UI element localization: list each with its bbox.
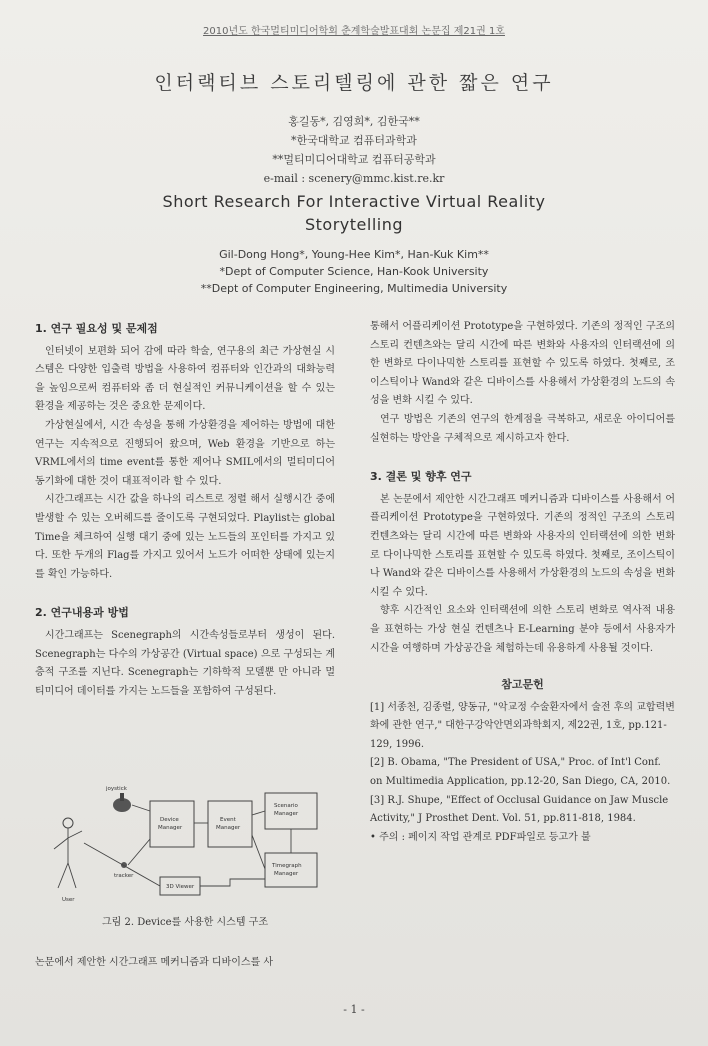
english-affiliation-1: *Dept of Computer Science, Han-Kook University bbox=[219, 265, 489, 278]
3d-viewer-label: 3D Viewer bbox=[166, 884, 195, 890]
section-3-heading: 3. 결론 및 향후 연구 bbox=[370, 470, 472, 484]
event-manager-box bbox=[208, 801, 252, 847]
continued-paragraph: 통해서 어플리케이션 Prototype을 구현하였다. 기존의 정적인 구조의 스토리 컨텐츠와는 달리 시간에 따른 변화와 사용자의 인터랙션에 의한 변화로 다이나믹한 스토리를 표현할 수 있도록 하였다. 첫째로, 조이스틱이나 Wand와 같은 디바이스를 사용해서 가상환경의 노드의 속성을 변화 시킬 수 있다. bbox=[370, 321, 675, 407]
footnote: • 주의 : 페이지 작업 관계로 PDF파일로 등고가 불 bbox=[370, 831, 591, 843]
timegraph-manager-label-1: Timegraph bbox=[272, 863, 302, 869]
user-icon bbox=[54, 818, 82, 888]
english-title-line-1: Short Research For Interactive Virtual Reality bbox=[162, 192, 546, 211]
joystick-icon bbox=[113, 793, 131, 812]
korean-author-block bbox=[0, 112, 708, 188]
section-2-heading: 2. 연구내용과 방법 bbox=[35, 606, 129, 620]
section-1-paragraph-2: 가상현실에서, 시간 속성을 통해 가상환경을 제어하는 방법에 대한 연구는 지속적으로 진행되어 왔으며, Web 환경을 기반으로 하는 VRML에서의 time event를 통한 제어나 SMIL에서의 멀티미디어 동기화에 대한 것이 대표적이라 할 수 있다. bbox=[35, 419, 335, 487]
section-3-paragraph-2: 향후 시간적인 요소와 인터랙션에 의한 스토리 변화로 역사적 내용을 표현하는 가상 현실 컨텐츠나 E-Learning 분야 등에서 사용자가 시간을 여행하며 가상공간을 체험하는데 유용하게 사용될 것이다. bbox=[370, 605, 675, 654]
author-email: e-mail : scenery@mmc.kist.re.kr bbox=[263, 172, 445, 185]
english-affiliation-2: **Dept of Computer Engineering, Multimedia University bbox=[200, 282, 508, 295]
figure-caption: 그림 2. Device를 사용한 시스템 구조 bbox=[102, 917, 268, 928]
device-manager-box bbox=[150, 801, 194, 847]
scenario-manager-label-1: Scenario bbox=[274, 803, 298, 809]
event-manager-label-2: Manager bbox=[216, 825, 241, 831]
right-column bbox=[370, 318, 675, 847]
korean-affiliation-2: **멀티미디어대학교 컴퓨터공학과 bbox=[272, 153, 436, 166]
method-paragraph: 연구 방법은 기존의 연구의 한계점을 극복하고, 새로운 아이디어를 실현하는 방안을 구체적으로 제시하고자 한다. bbox=[370, 413, 675, 444]
joystick-label: joystick bbox=[106, 786, 127, 792]
device-manager-label-2: Manager bbox=[158, 825, 183, 831]
section-2-paragraph-1: 시간그래프는 Scenegraph의 시간속성들로부터 생성이 된다. Scenegraph는 다수의 가상공간 (Virtual space) 으로 구성되는 계층적 구조를 지닌다. Scenegraph는 기하학적 모델뿐 만 아니라 멀티미디어 데이터를 가지는 노드들을 포함하여 구성된다. bbox=[35, 629, 335, 697]
korean-title: 인터랙티브 스토리텔링에 관한 짧은 연구 bbox=[154, 72, 554, 94]
timegraph-manager-label-2: Manager bbox=[274, 871, 299, 877]
user-label: User bbox=[62, 897, 75, 903]
reference-1: [1] 서종천, 김종렬, 양동규, "악교정 수술환자에서 술전 후의 교합력변화에 관한 연구," 대한구강악안면외과학회지, 제22권, 1호, pp.121-129, 1996. bbox=[370, 701, 675, 750]
english-title bbox=[0, 190, 708, 236]
section-1-paragraph-1: 인터넷이 보편화 되어 감에 따라 학술, 연구용의 최근 가상현실 시스템은 다양한 입출력 방법을 사용하여 컴퓨터와 인간과의 대화능력을 높임으로써 컴퓨터와 좀 더 현실적인 커뮤니케이션을 할 수 있는 환경을 제공하는 것은 중요한 문제이다. bbox=[35, 345, 335, 413]
tracker-label: tracker bbox=[114, 873, 134, 879]
system-architecture-diagram bbox=[40, 783, 335, 905]
device-manager-label-1: Device bbox=[160, 817, 179, 823]
references-heading: 참고문헌 bbox=[501, 678, 544, 692]
section-1-heading: 1. 연구 필요성 및 문제점 bbox=[35, 322, 158, 335]
event-manager-label-1: Event bbox=[220, 817, 236, 823]
scenario-manager-label-2: Manager bbox=[274, 811, 299, 817]
english-authors: Gil-Dong Hong*, Young-Hee Kim*, Han-Kuk Kim** bbox=[219, 248, 489, 261]
reference-3: [3] R.J. Shupe, "Effect of Occlusal Guidance on Jaw Muscle Activity," J Prosthet Dent. Vol. 51, pp.811-818, 1984. bbox=[370, 794, 669, 825]
timegraph-manager-box bbox=[265, 853, 317, 887]
page-number: - 1 - bbox=[343, 1003, 365, 1016]
korean-affiliation-1: *한국대학교 컴퓨터과학과 bbox=[291, 134, 417, 147]
reference-2: [2] B. Obama, "The President of USA," Proc. of Int'l Conf. on Multimedia Application, pp.12-20, San Diego, CA, 2010. bbox=[370, 757, 671, 788]
left-column bbox=[35, 320, 335, 701]
english-author-block bbox=[0, 246, 708, 297]
running-header: 2010년도 한국멀티미디어학회 춘계학술발표대회 논문집 제21권 1호 bbox=[203, 26, 505, 37]
section-1-paragraph-3: 시간그래프는 시간 값을 하나의 리스트로 정렬 해서 실행시간 중에 발생할 수 있는 오버헤드를 줄이도록 구현되었다. Playlist는 global Time을 체크하여 실행 대기 중에 있는 노드들의 포인터를 가지고 있다. 또한 두개의 Flag를 가지고 있어서 노드가 어떠한 상태에 있는지를 확인 가능하다. bbox=[35, 494, 335, 580]
section-3-paragraph-1: 본 논문에서 제안한 시간그래프 메커니즘과 디바이스를 사용해서 어플리케이션 Prototype을 구현하였다. 기존의 정적인 구조의 스토리 컨텐츠와는 달리 시간에 따른 변화와 사용자의 인터랙션에 의한 변화로 다이나믹한 스토리를 표현할 수 있도록 하였다. 첫째로, 조이스틱이나 Wand와 같은 디바이스를 사용해서 가상환경의 노드의 속성을 변화 시킬 수 있다. bbox=[370, 493, 675, 598]
english-title-line-2: Storytelling bbox=[304, 215, 403, 234]
left-column-tail-text: 논문에서 제안한 시간그래프 메커니즘과 디바이스를 사 bbox=[35, 957, 274, 968]
korean-authors: 홍길동*, 김영희*, 김한국** bbox=[288, 115, 420, 128]
